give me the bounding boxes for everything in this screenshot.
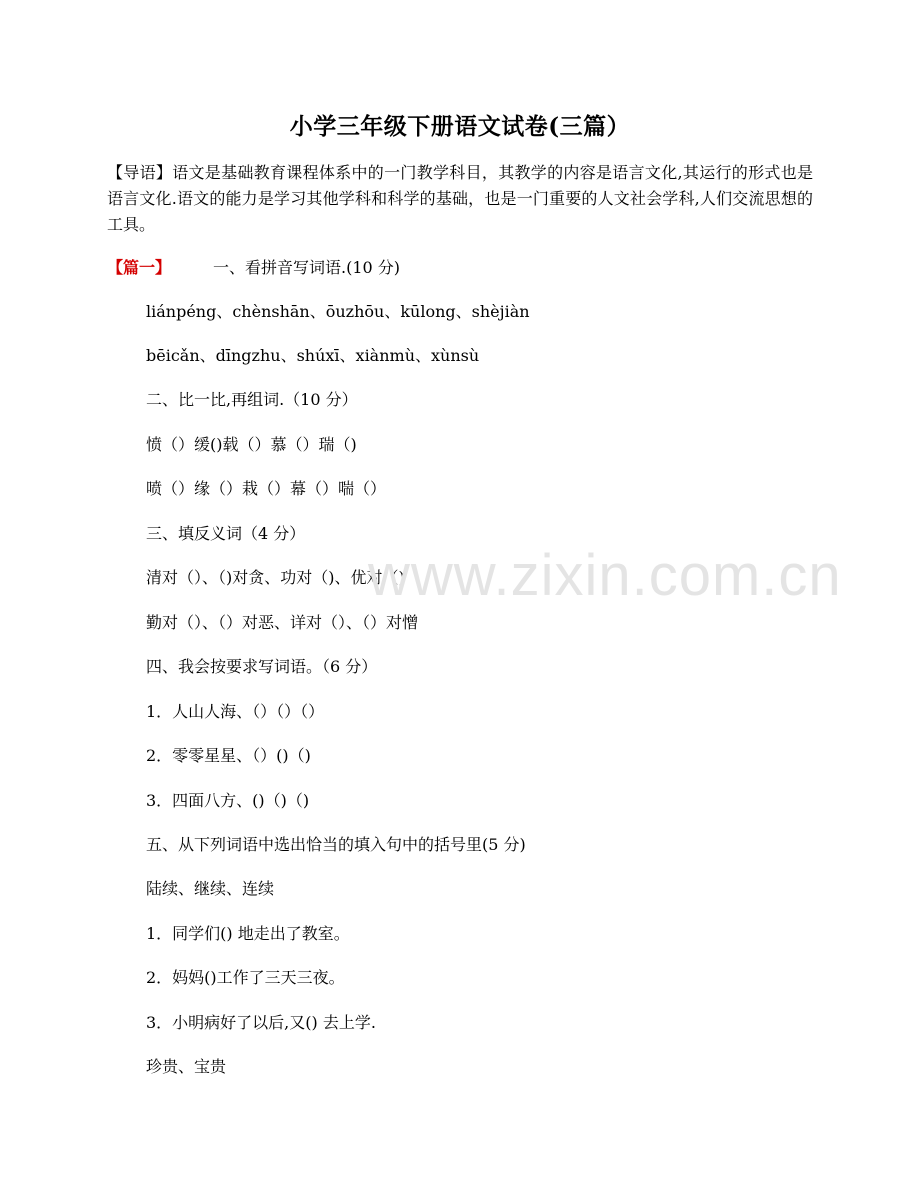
antonym-line-2: 勤对（）、（）对恶、详对（）、（）对憎 xyxy=(146,613,419,632)
watermark-text: www.zixin.com.cn xyxy=(368,543,842,608)
part-tag: 【篇一】 xyxy=(107,258,172,277)
word-item-3: 3．四面八方、()（)（) xyxy=(146,791,310,810)
question-one-heading: 一、看拼音写词语.(10 分) xyxy=(213,258,401,277)
pinyin-line-2: bēicǎn、dīngzhu、shúxī、xiànmù、xùnsù xyxy=(146,346,480,365)
question-three-heading: 三、填反义词（4 分） xyxy=(146,524,306,543)
sentence-item-1: 1．同学们() 地走出了教室。 xyxy=(146,924,350,943)
question-five-heading: 五、从下列词语中选出恰当的填入句中的括号里(5 分) xyxy=(146,835,526,854)
sentence-item-2: 2．妈妈()工作了三天三夜。 xyxy=(146,968,345,987)
word-choices-1: 陆续、继续、连续 xyxy=(146,879,275,898)
word-item-2: 2．零零星星、（）()（) xyxy=(146,746,311,765)
word-item-1: 1．人山人海、（）（）（） xyxy=(146,702,325,721)
page-title: 小学三年级下册语文试卷(三篇） xyxy=(289,113,631,140)
word-choices-2: 珍贵、宝贵 xyxy=(146,1057,227,1076)
antonym-line-1: 清对（）、（)对贪、功对（)、优对（) xyxy=(146,568,405,587)
compare-line-2: 喷（）缘（）栽（）幕（）喘（） xyxy=(146,479,387,498)
pinyin-line-1: liánpéng、chènshān、ōuzhōu、kūlong、shèjiàn xyxy=(146,302,530,321)
intro-paragraph: 【导语】语文是基础教育课程体系中的一门教学科目，其教学的内容是语言文化,其运行的形式也是语言文化.语文的能力是学习其他学科和科学的基础，也是一门重要的人文社会学科,人们交流思想的工具。 xyxy=(107,163,813,234)
sentence-item-3: 3．小明病好了以后,又() 去上学. xyxy=(146,1013,376,1032)
section-heading-part-one xyxy=(107,256,807,280)
compare-line-1: 愤（）缓()载（）慕（）瑞（) xyxy=(146,435,357,454)
question-two-heading: 二、比一比,再组词.（10 分） xyxy=(146,390,358,409)
question-four-heading: 四、我会按要求写词语。（6 分） xyxy=(146,657,378,676)
